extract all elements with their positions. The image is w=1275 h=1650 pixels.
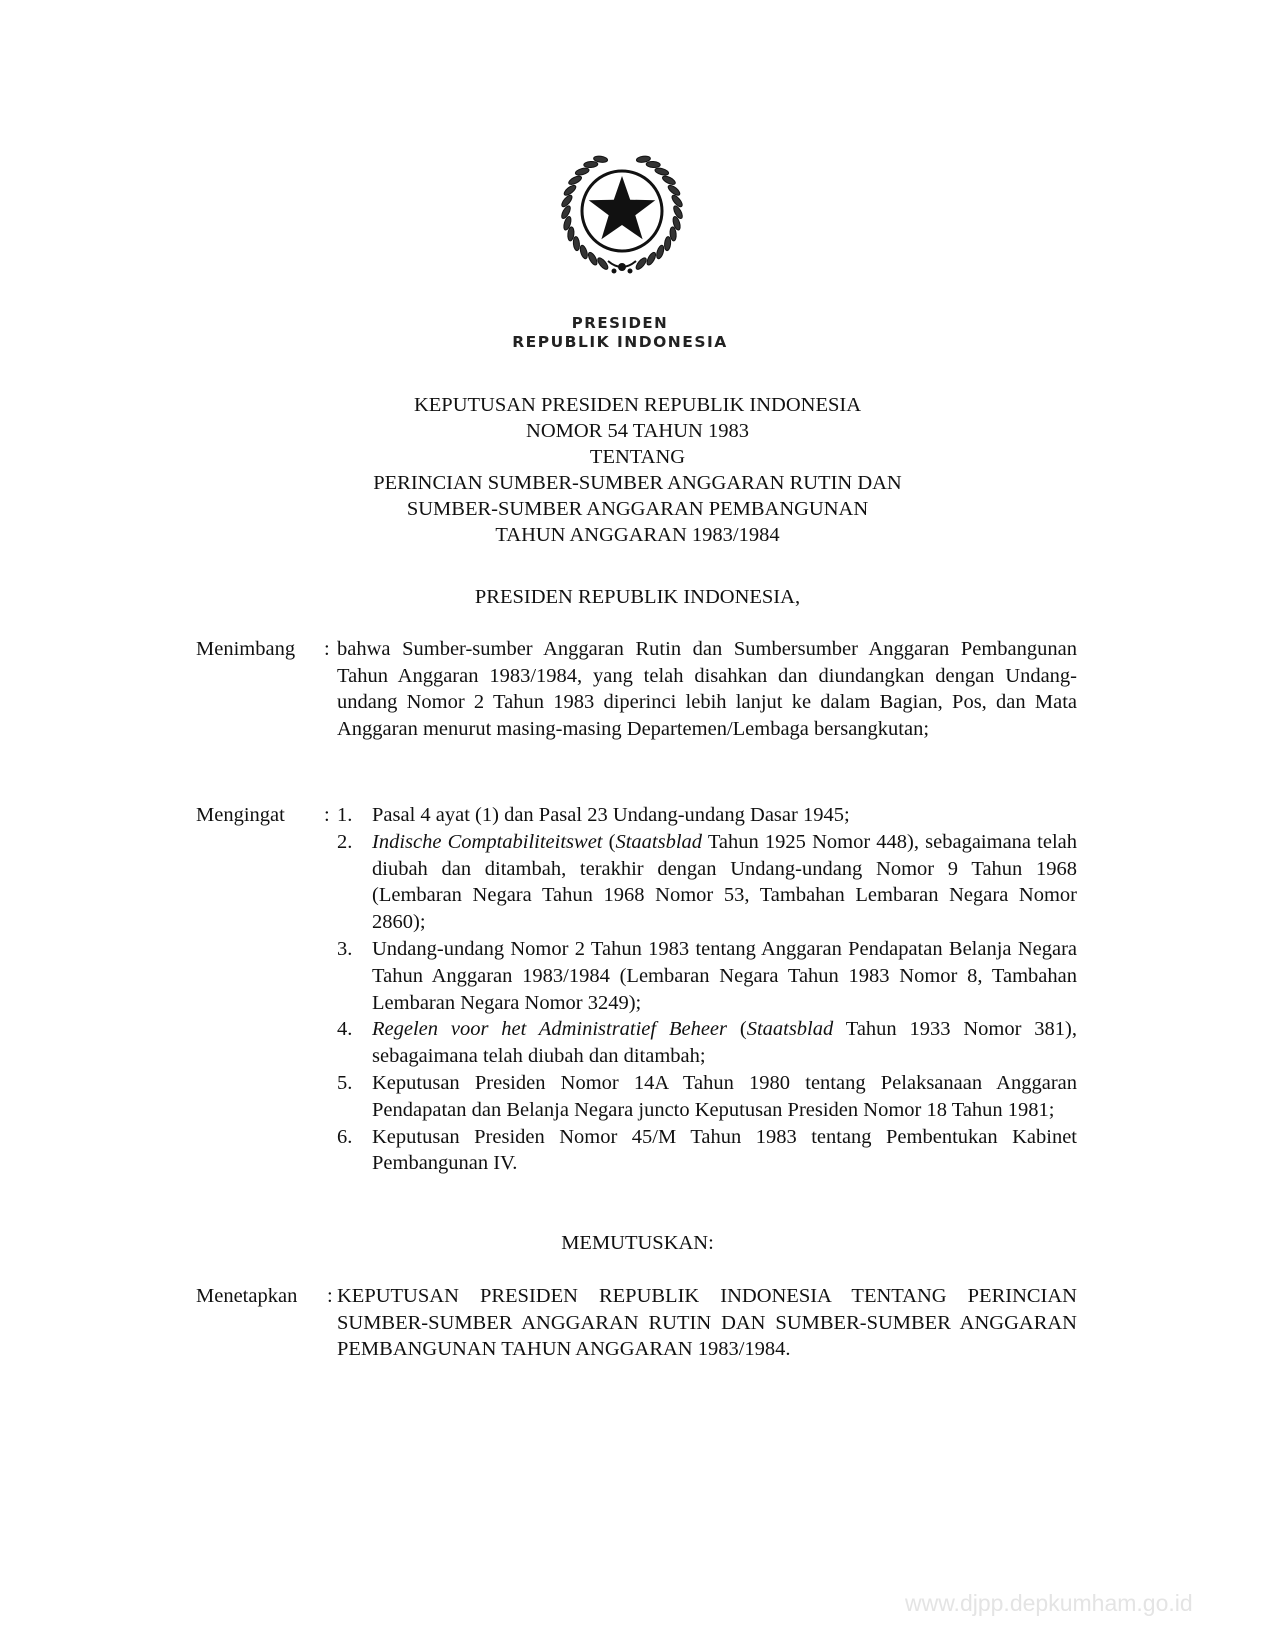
title-line: NOMOR 54 TAHUN 1983 — [526, 420, 749, 442]
list-item-text: Keputusan Presiden Nomor 45/M Tahun 1983 tentang Pembentukan Kabinet Pembangunan IV. — [372, 1125, 1077, 1175]
list-item-text: Tahun 1925 Nomor 448), sebagaimana telah diubah dan ditambah, terakhir dengan Undang-undang Nomor 9 Tahun 1968 (Lembaran Negara Tahun 1968 Nomor 53, Tambahan Lembaran Negara Nomor 2860); — [372, 830, 1078, 934]
wreath-leaf — [584, 161, 598, 168]
watermark: www.djpp.depkumham.go.id — [905, 1590, 1193, 1616]
wreath-leaf — [661, 174, 676, 186]
list-item-text: Pasal 4 ayat (1) dan Pasal 23 Undang-undang Dasar 1945; — [372, 804, 850, 826]
list-item-number: 6. — [337, 1125, 353, 1148]
title-line: PERINCIAN SUMBER-SUMBER ANGGARAN RUTIN DAN — [373, 472, 902, 494]
list-item-number: 5. — [337, 1071, 353, 1094]
list-item — [337, 1070, 1077, 1124]
list-item — [337, 936, 1077, 1016]
list-item — [337, 1124, 1077, 1178]
menimbang-label: Menimbang — [196, 638, 296, 660]
menimbang-separator: : — [324, 638, 330, 660]
list-item-text: Tahun 1933 Nomor 381), sebagaimana telah diubah dan ditambah; — [372, 1018, 1077, 1068]
list-item-italic: Indische Comptabiliteitswet — [372, 830, 603, 853]
list-item — [337, 829, 1077, 936]
menetapkan-text: KEPUTUSAN PRESIDEN REPUBLIK INDONESIA TENTANG PERINCIAN SUMBER-SUMBER ANGGARAN RUTIN DAN SUMBER-SUMBER ANGGARAN PEMBANGUNAN TAHUN ANGGARAN 1983/1984. — [337, 1285, 1077, 1360]
list-item-italic: Regelen voor het Administratief Beheer — [372, 1018, 727, 1041]
list-item-number: 4. — [337, 1018, 353, 1041]
wreath-leaf — [575, 167, 590, 177]
list-item-text: Keputusan Presiden Nomor 14A Tahun 1980 tentang Pelaksanaan Anggaran Pendapatan dan Belanja Negara juncto Keputusan Presiden Nomor 18 Tahun 1981; — [372, 1071, 1077, 1121]
institution-line-republic: REPUBLIK INDONESIA — [512, 333, 728, 351]
list-item — [337, 802, 1077, 829]
title-line: TAHUN ANGGARAN 1983/1984 — [495, 524, 780, 546]
list-item-italic: Staatsblad — [615, 830, 703, 853]
president-heading: PRESIDEN REPUBLIK INDONESIA, — [474, 586, 801, 608]
list-item-number: 3. — [337, 937, 353, 960]
wreath-leaf — [634, 256, 648, 271]
wreath-leaf — [655, 244, 665, 259]
wreath-leaf — [646, 161, 660, 168]
menetapkan-label: Menetapkan — [196, 1285, 298, 1307]
list-item-number: 1. — [337, 804, 353, 826]
mengingat-label: Mengingat — [196, 804, 285, 826]
mengingat-separator: : — [324, 804, 330, 826]
wreath-leaf — [573, 236, 580, 251]
menimbang-text: bahwa Sumber-sumber Anggaran Rutin dan Sumbersumber Anggaran Pembangunan Tahun Anggaran 1983/1984, yang telah disahkan dan diundangkan dengan Undang-undang Nomor 2 Tahun 1983 diperinci lebih lanjut ke dalam Bagian, Pos, dan Mata Anggaran menurut masing-masing Departemen/Lembaga bersangkutan; — [337, 638, 1077, 740]
list-item-italic: Staatsblad — [746, 1018, 834, 1041]
title-line: SUMBER-SUMBER ANGGARAN PEMBANGUNAN — [406, 498, 869, 520]
title-line: KEPUTUSAN PRESIDEN REPUBLIK INDONESIA — [413, 394, 862, 416]
list-item-text: Undang-undang Nomor 2 Tahun 1983 tentang Anggaran Pendapatan Belanja Negara Tahun Anggaran 1983/1984 (Lembaran Negara Tahun 1983 Nomor 8, Tambahan Lembaran Negara Nomor 3249); — [372, 937, 1077, 1014]
wreath-leaf — [654, 167, 669, 177]
mengingat-list — [337, 802, 1077, 1177]
title-line: TENTANG — [589, 446, 686, 468]
wreath-leaf — [645, 251, 657, 266]
list-item-text: ( — [602, 830, 616, 853]
wreath-leaf — [596, 256, 610, 271]
wreath-leaf — [664, 236, 671, 251]
institution-line-president: PRESIDEN — [571, 314, 669, 332]
list-item-text: ( — [727, 1018, 747, 1041]
list-item — [337, 1016, 1077, 1070]
memutuskan-heading: MEMUTUSKAN: — [561, 1232, 714, 1254]
wreath-leaf — [567, 174, 582, 186]
list-item-number: 2. — [337, 830, 353, 853]
presidential-emblem-icon — [548, 143, 696, 295]
wreath-leaf — [587, 251, 599, 266]
menetapkan-separator: : — [327, 1285, 333, 1307]
document-title — [300, 392, 975, 548]
wreath-leaf — [579, 244, 589, 259]
